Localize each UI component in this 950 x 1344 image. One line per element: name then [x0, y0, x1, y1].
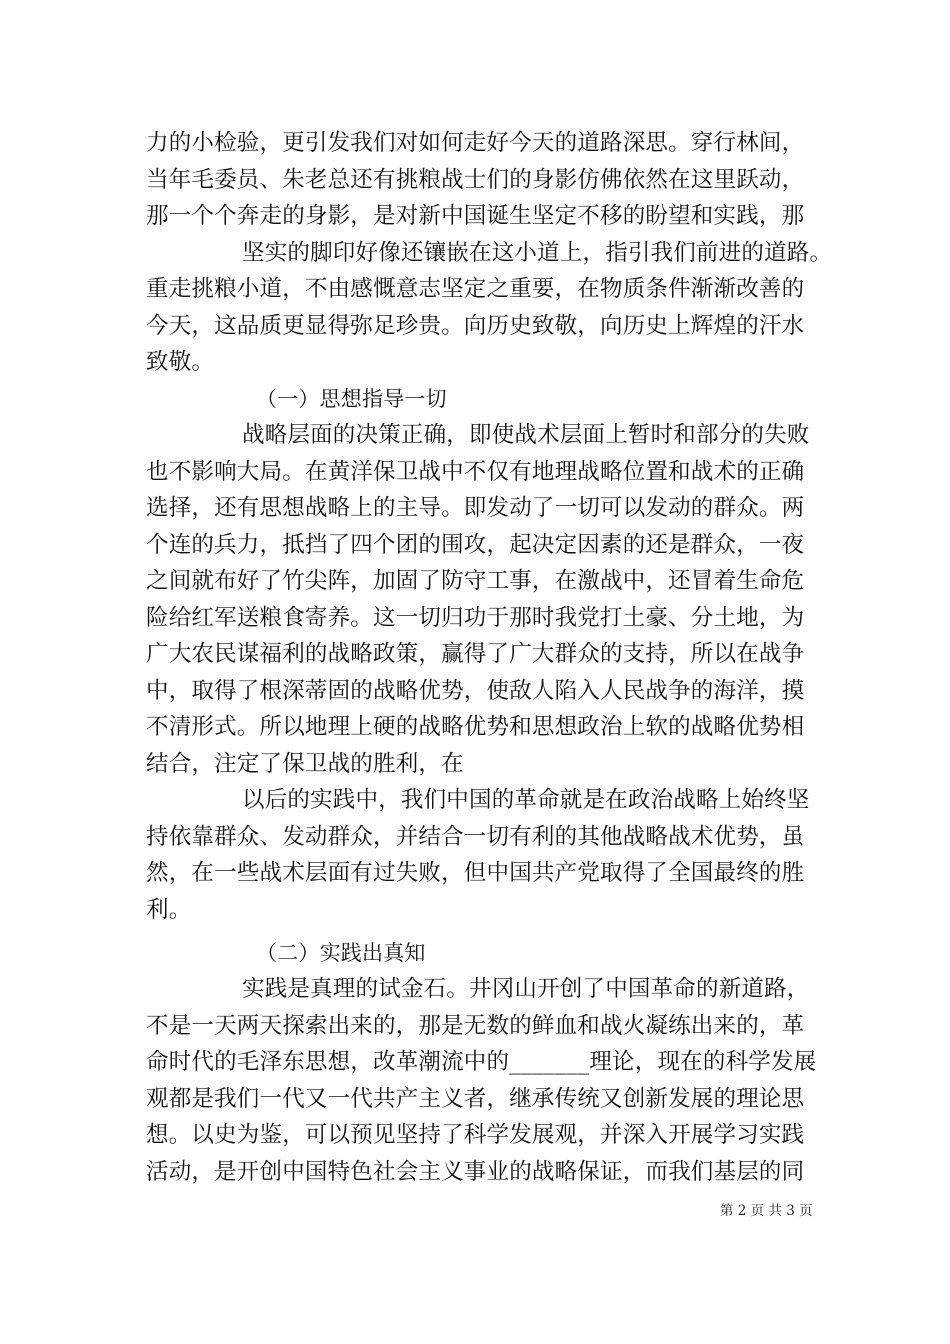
text-line: 不清形式。所以地理上硬的战略优势和思想政治上软的战略优势相	[146, 714, 805, 740]
text-line: 坚实的脚印好像还镶嵌在这小道上，指引我们前进的道路。	[242, 240, 833, 266]
section-heading: （二）实践出真知	[256, 941, 426, 965]
section-heading: （一）思想指导一切	[256, 387, 447, 411]
text-line: 致敬。	[146, 349, 215, 375]
text-line: 想。以史为鉴，可以预见坚持了科学发展观，并深入开展学习实践	[146, 1122, 805, 1148]
text-line: 持依靠群众、发动群众，并结合一切有利的其他战略战术优势，虽	[146, 824, 805, 850]
text-line: 险给红军送粮食寄养。这一切归功于那时我党打土豪、分土地，为	[146, 605, 805, 631]
text-line: 战略层面的决策正确，即使战术层面上暂时和部分的失败	[242, 422, 810, 448]
text-line: 个连的兵力，抵挡了四个团的围攻，起决定因素的还是群众，一夜	[146, 532, 805, 558]
text-line: 当年毛委员、朱老总还有挑粮战士们的身影仿佛依然在这里跃动，	[146, 167, 805, 193]
text-line: 那一个个奔走的身影，是对新中国诞生坚定不移的盼望和实践，那	[146, 203, 805, 229]
text-line: 活动，是开创中国特色社会主义事业的战略保证，而我们基层的同	[146, 1159, 805, 1185]
text-line: 今天，这品质更显得弥足珍贵。向历史致敬，向历史上辉煌的汗水	[146, 313, 805, 339]
text-line: 然，在一些战术层面有过失败，但中国共产党取得了全国最终的胜	[146, 860, 805, 886]
text-line: 结合，注定了保卫战的胜利，在	[146, 751, 464, 777]
text-line: 不是一天两天探索出来的，那是无数的鲜血和战火凝练出来的，革	[146, 1013, 805, 1039]
text-line: 选择，还有思想战略上的主导。即发动了一切可以发动的群众。两	[146, 495, 805, 521]
text-line: 广大农民谋福利的战略政策，赢得了广大群众的支持，所以在战争	[146, 641, 805, 667]
text-line: 实践是真理的试金石。井冈山开创了中国革命的新道路，	[242, 976, 810, 1002]
text-line: 之间就布好了竹尖阵，加固了防守工事，在激战中，还冒着生命危	[146, 568, 805, 594]
text-line: 命时代的毛泽东思想，改革潮流中的_______理论，现在的科学发展	[146, 1049, 817, 1075]
text-line: 也不影响大局。在黄洋保卫战中不仅有地理战略位置和战术的正确	[146, 459, 805, 485]
text-line: 重走挑粮小道，不由感慨意志坚定之重要，在物质条件渐渐改善的	[146, 276, 805, 302]
text-line: 力的小检验，更引发我们对如何走好今天的道路深思。穿行林间，	[146, 130, 805, 156]
text-line: 以后的实践中，我们中国的革命就是在政治战略上始终坚	[242, 787, 810, 813]
text-line: 中，取得了根深蒂固的战略优势，使敌人陷入人民战争的海洋，摸	[146, 678, 805, 704]
text-line: 观都是我们一代又一代共产主义者，继承传统又创新发展的理论思	[146, 1086, 805, 1112]
text-line: 利。	[146, 897, 192, 923]
page-number-footer: 第 2 页 共 3 页	[720, 1203, 813, 1219]
